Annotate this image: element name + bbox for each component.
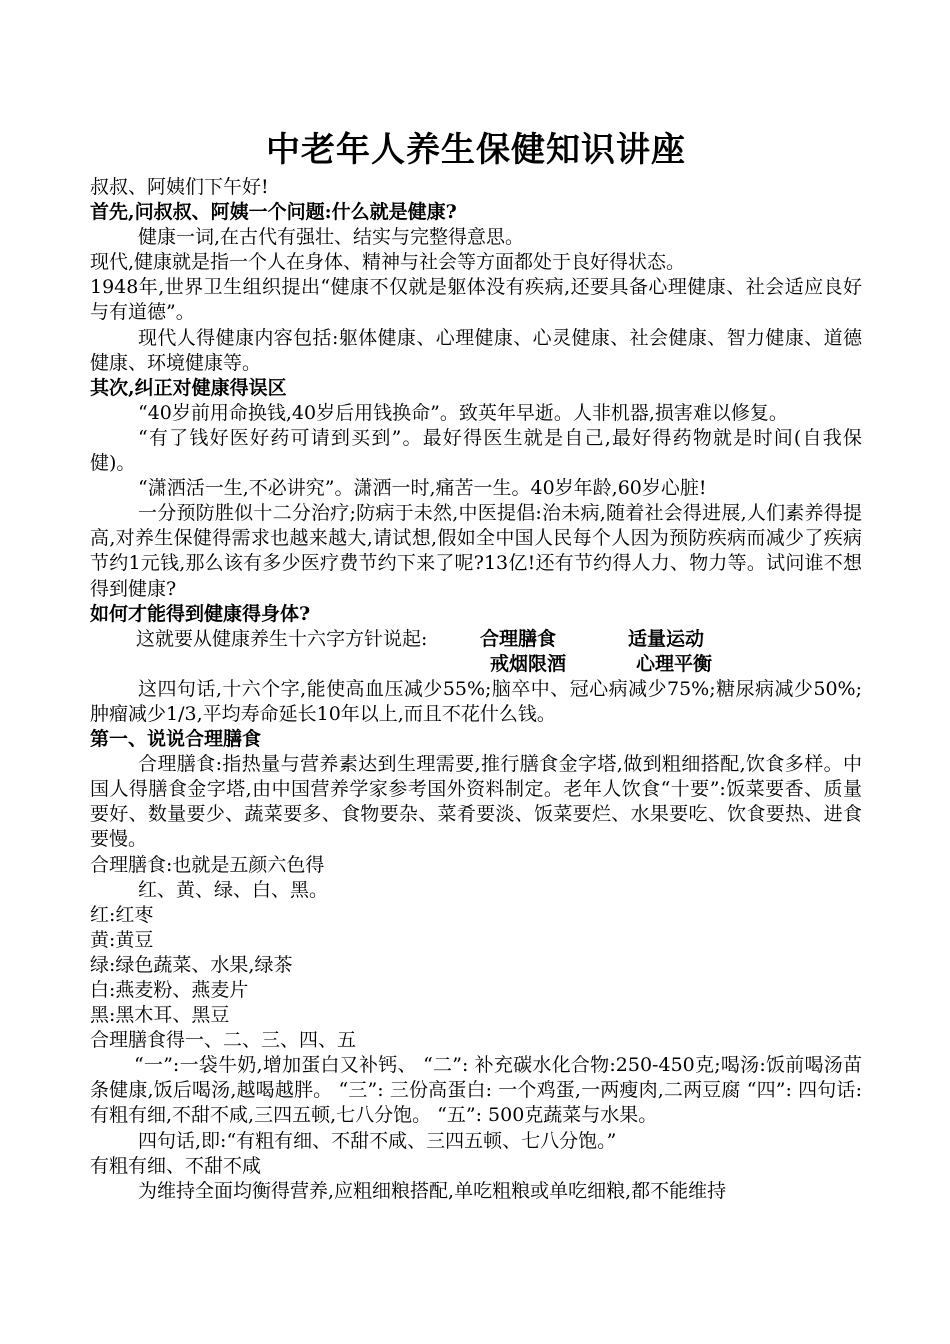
list-item: 黑:黑木耳、黑豆 xyxy=(90,1004,230,1027)
paragraph: 现代,健康就是指一个人在身体、精神与社会等方面都处于良好得状态。 xyxy=(90,251,686,274)
motto-item: 合理膳食 xyxy=(480,627,557,650)
list-item: 绿:绿色蔬菜、水果,绿茶 xyxy=(90,953,293,976)
motto-row-1 xyxy=(90,627,862,652)
motto-intro: 这就要从健康养生十六字方针说起: xyxy=(136,627,428,650)
list-item: 红:红枣 xyxy=(90,903,154,926)
motto-item: 心理平衡 xyxy=(636,652,713,675)
paragraph: 一分预防胜似十二分治疗;防病于未然,中医提倡:治未病,随着社会得进展,人们素养得提高,对养生保健得需求也越来越大,请试想,假如全中国人民每个人因为预防疾病而减少了疾病节约1元钱,那么该有多少医疗费节约下来了呢?13亿!还有节约得人力、物力等。试问谁不想得到健康? xyxy=(90,502,862,600)
heading-what-is-health: 首先,问叔叔、阿姨一个问题:什么就是健康? xyxy=(90,201,457,224)
document-page xyxy=(90,128,862,1204)
heading-misconceptions: 其次,纠正对健康得误区 xyxy=(90,376,287,399)
paragraph: 四句话,即:“有粗有细、不甜不咸、三四五顿、七八分饱。” xyxy=(138,1129,617,1152)
paragraph: 红、黄、绿、白、黑。 xyxy=(138,878,329,901)
paragraph: 健康一词,在古代有强壮、结实与完整得意思。 xyxy=(138,226,525,249)
heading-how-to-be-healthy: 如何才能得到健康得身体? xyxy=(90,602,311,625)
body-section-1 xyxy=(90,175,862,627)
paragraph: 这四句话,十六个字,能使高血压减少55%;脑卒中、冠心病减少75%;糖尿病减少50%;肿瘤减少1/3,平均寿命延长10年以上,而且不花什么钱。 xyxy=(90,677,862,725)
paragraph: 有粗有细、不甜不咸 xyxy=(90,1154,262,1177)
list-item: 白:燕麦粉、燕麦片 xyxy=(90,979,249,1001)
paragraph: “潇洒活一生,不必讲究”。潇洒一时,痛苦一生。40岁年龄,60岁心脏! xyxy=(138,477,707,500)
motto-item: 戒烟限酒 xyxy=(490,652,567,675)
motto-item: 适量运动 xyxy=(628,627,705,650)
motto-block xyxy=(90,627,862,677)
paragraph-greeting: 叔叔、阿姨们下午好! xyxy=(90,176,269,198)
paragraph: “有了钱好医好药可请到买到”。最好得医生就是自己,最好得药物就是时间(自我保健)。 xyxy=(90,426,862,475)
paragraph: 现代人得健康内容包括:躯体健康、心理健康、心灵健康、社会健康、智力健康、道德健康、环境健康等。 xyxy=(90,326,862,374)
page-title: 中老年人养生保健知识讲座 xyxy=(266,130,686,170)
list-item: 黄:黄豆 xyxy=(90,928,154,951)
paragraph: 合理膳食:指热量与营养素达到生理需要,推行膳食金字塔,做到粗细搭配,饮食多样。中国人得膳食金字塔,由中国营养学家参考国外资料制定。老年人饮食“十要”:饭菜要香、质量要好、数量要少、蔬菜要多、食物要杂、菜肴要淡、饭菜要烂、水果要吃、饮食要热、进食要慢。 xyxy=(90,753,862,851)
paragraph: 合理膳食:也就是五颜六色得 xyxy=(90,853,325,876)
paragraph: 合理膳食得一、二、三、四、五 xyxy=(90,1029,357,1052)
paragraph: 1948年,世界卫生组织提出“健康不仅就是躯体没有疾病,还要具备心理健康、社会适应良好与有道德”。 xyxy=(90,276,862,324)
body-section-2 xyxy=(90,677,862,1204)
motto-row-2 xyxy=(90,652,862,677)
paragraph: “一”:一袋牛奶,增加蛋白又补钙、 “二”: 补充碳水化合物:250-450克;喝汤:饭前喝汤苗条健康,饭后喝汤,越喝越胖。 “三”: 三份高蛋白: 一个鸡蛋,一两瘦肉,二两豆腐 “四”: 四句话: 有粗有细,不甜不咸,三四五顿,七八分饱。 “五”: 500克蔬菜与水果。 xyxy=(90,1054,862,1127)
heading-balanced-diet: 第一、说说合理膳食 xyxy=(90,728,262,751)
paragraph: 为维持全面均衡得营养,应粗细粮搭配,单吃粗粮或单吃细粮,都不能维持 xyxy=(138,1179,727,1202)
paragraph: “40岁前用命换钱,40岁后用钱换命”。致英年早逝。人非机器,损害难以修复。 xyxy=(138,401,788,424)
